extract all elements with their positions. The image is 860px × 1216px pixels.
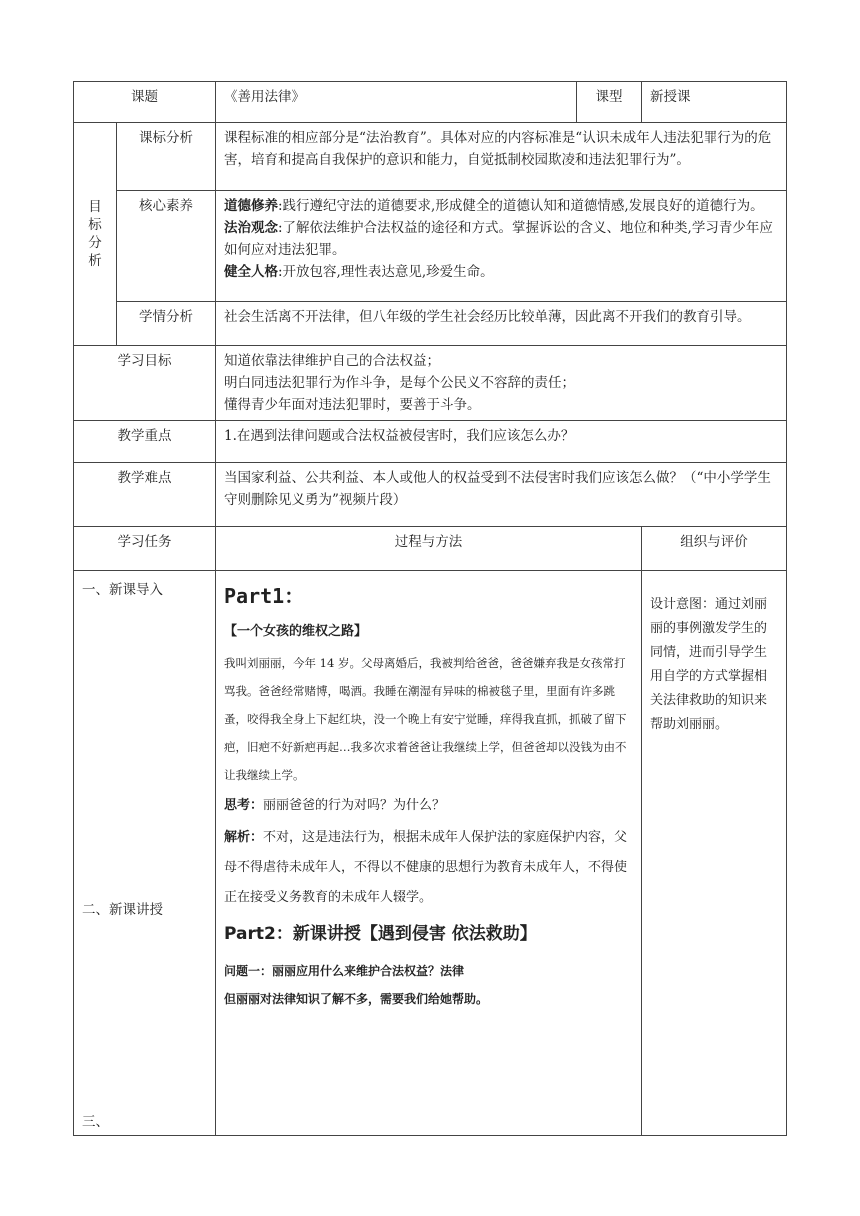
story-title: 【一个女孩的维权之路】 xyxy=(224,624,368,639)
difficulty-label: 教学难点 xyxy=(74,463,216,527)
key-point-text: 1.在遇到法律问题或合法权益被侵害时，我们应该怎么办？ xyxy=(216,421,787,463)
think-text: 丽丽爸爸的行为对吗？为什么？ xyxy=(263,798,446,813)
type-label: 课型 xyxy=(577,82,642,123)
curriculum-row xyxy=(74,123,787,191)
lesson-plan-table xyxy=(73,81,787,1136)
evaluation-cell: 设计意图：通过刘丽丽的事例激发学生的同情，进而引导学生用自学的方式掌握相关法律救助的知识来帮助刘丽丽。 xyxy=(642,571,787,1136)
literacy-item xyxy=(224,195,778,217)
learner-text: 社会生活离不开法律，但八年级的学生社会经历比较单薄，因此离不开我们的教育引导。 xyxy=(216,302,787,346)
difficulty-text: 当国家利益、公共利益、本人或他人的权益受到不法侵害时我们应该怎么做？（“中小学学生守则删除见义勇为”视频片段） xyxy=(216,463,787,527)
goal-analysis-char: 析 xyxy=(88,253,102,269)
task-column-header: 学习任务 xyxy=(74,527,216,571)
literacy-term: 健全人格 xyxy=(224,264,278,280)
topic-value: 《善用法律》 xyxy=(216,82,577,123)
literacy-label: 核心素养 xyxy=(117,191,216,302)
analysis-text: 不对，这是违法行为，根据未成年人保护法的家庭保护内容，父母不得虐待未成年人，不得以不健康的思想行为教育未成年人，不得使正在接受义务教育的未成年人辍学。 xyxy=(224,830,628,905)
think-label: 思考： xyxy=(224,798,264,813)
literacy-text: :了解依法维护合法权益的途径和方式。掌握诉讼的含义、地位和种类,学习青少年应如何应对违法犯罪。 xyxy=(224,220,773,258)
process-header-row xyxy=(74,527,787,571)
literacy-content xyxy=(216,191,787,302)
lesson-plan xyxy=(73,81,786,1136)
literacy-item xyxy=(224,261,778,283)
objective-line: 懂得青少年面对违法犯罪时，要善于斗争。 xyxy=(224,397,481,413)
goal-analysis-char: 分 xyxy=(88,235,102,251)
curriculum-text: 课程标准的相应部分是“法治教育”。具体对应的内容标准是“认识未成年人违法犯罪行为的危害，培育和提高自我保护的意识和能力，自觉抵制校园欺凌和违法犯罪行为”。 xyxy=(216,123,787,191)
literacy-row xyxy=(74,191,787,302)
method-column-header: 过程与方法 xyxy=(216,527,642,571)
think-question xyxy=(224,791,633,821)
analysis-label: 解析： xyxy=(224,830,264,845)
curriculum-label: 课标分析 xyxy=(117,123,216,191)
part1-title: Part1： xyxy=(224,584,305,608)
question-one: 问题一：丽丽应用什么来维护合法权益？法律 xyxy=(224,964,465,978)
objective-line: 明白同违法犯罪行为作斗争，是每个公民义不容辞的责任； xyxy=(224,375,575,391)
literacy-item xyxy=(224,217,778,261)
topic-label: 课题 xyxy=(74,82,216,123)
task-teaching: 二、新课讲授 xyxy=(82,902,163,918)
task-intro: 一、新课导入 xyxy=(82,582,163,598)
literacy-text: :开放包容,理性表达意见,珍爱生命。 xyxy=(278,264,494,280)
topic-row xyxy=(74,82,787,123)
objectives-content xyxy=(216,346,787,421)
key-point-row xyxy=(74,421,787,463)
type-value: 新授课 xyxy=(642,82,787,123)
eval-column-header: 组织与评价 xyxy=(642,527,787,571)
goal-analysis-char: 目 xyxy=(88,199,102,215)
part2-title: Part2：新课讲授【遇到侵害 依法救助】 xyxy=(224,924,537,944)
objectives-row xyxy=(74,346,787,421)
story-text: 我叫刘丽丽，今年 14 岁。父母离婚后，我被判给爸爸，爸爸嫌弃我是女孩常打骂我。爸爸经常赌博，喝酒。我睡在潮湿有异味的棉被毯子里，里面有许多跳蚤，咬得我全身上下起红块，没一个晚上有安宁觉睡，痒得我直抓，抓破了留下疤，旧疤不好新疤再起…我多次求着爸爸让我继续上学，但爸爸却以没钱为由不让我继续上学。 xyxy=(224,656,627,782)
goal-analysis-char: 标 xyxy=(88,217,102,233)
task-cell xyxy=(74,571,216,1136)
learner-label: 学情分析 xyxy=(117,302,216,346)
learner-row xyxy=(74,302,787,346)
literacy-term: 道德修养 xyxy=(224,198,278,214)
objective-line: 知道依靠法律维护自己的合法权益； xyxy=(224,353,440,369)
key-point-label: 教学重点 xyxy=(74,421,216,463)
analysis xyxy=(224,823,633,913)
difficulty-row xyxy=(74,463,787,527)
question-one-note: 但丽丽对法律知识了解不多，需要我们给她帮助。 xyxy=(224,992,489,1006)
literacy-term: 法治观念 xyxy=(224,220,278,236)
process-body-row xyxy=(74,571,787,1136)
goal-analysis-label xyxy=(74,123,117,346)
objectives-label: 学习目标 xyxy=(74,346,216,421)
task-third: 三、 xyxy=(82,1114,109,1130)
literacy-text: :践行遵纪守法的道德要求,形成健全的道德认知和道德情感,发展良好的道德行为。 xyxy=(278,198,764,214)
process-cell xyxy=(216,571,642,1136)
